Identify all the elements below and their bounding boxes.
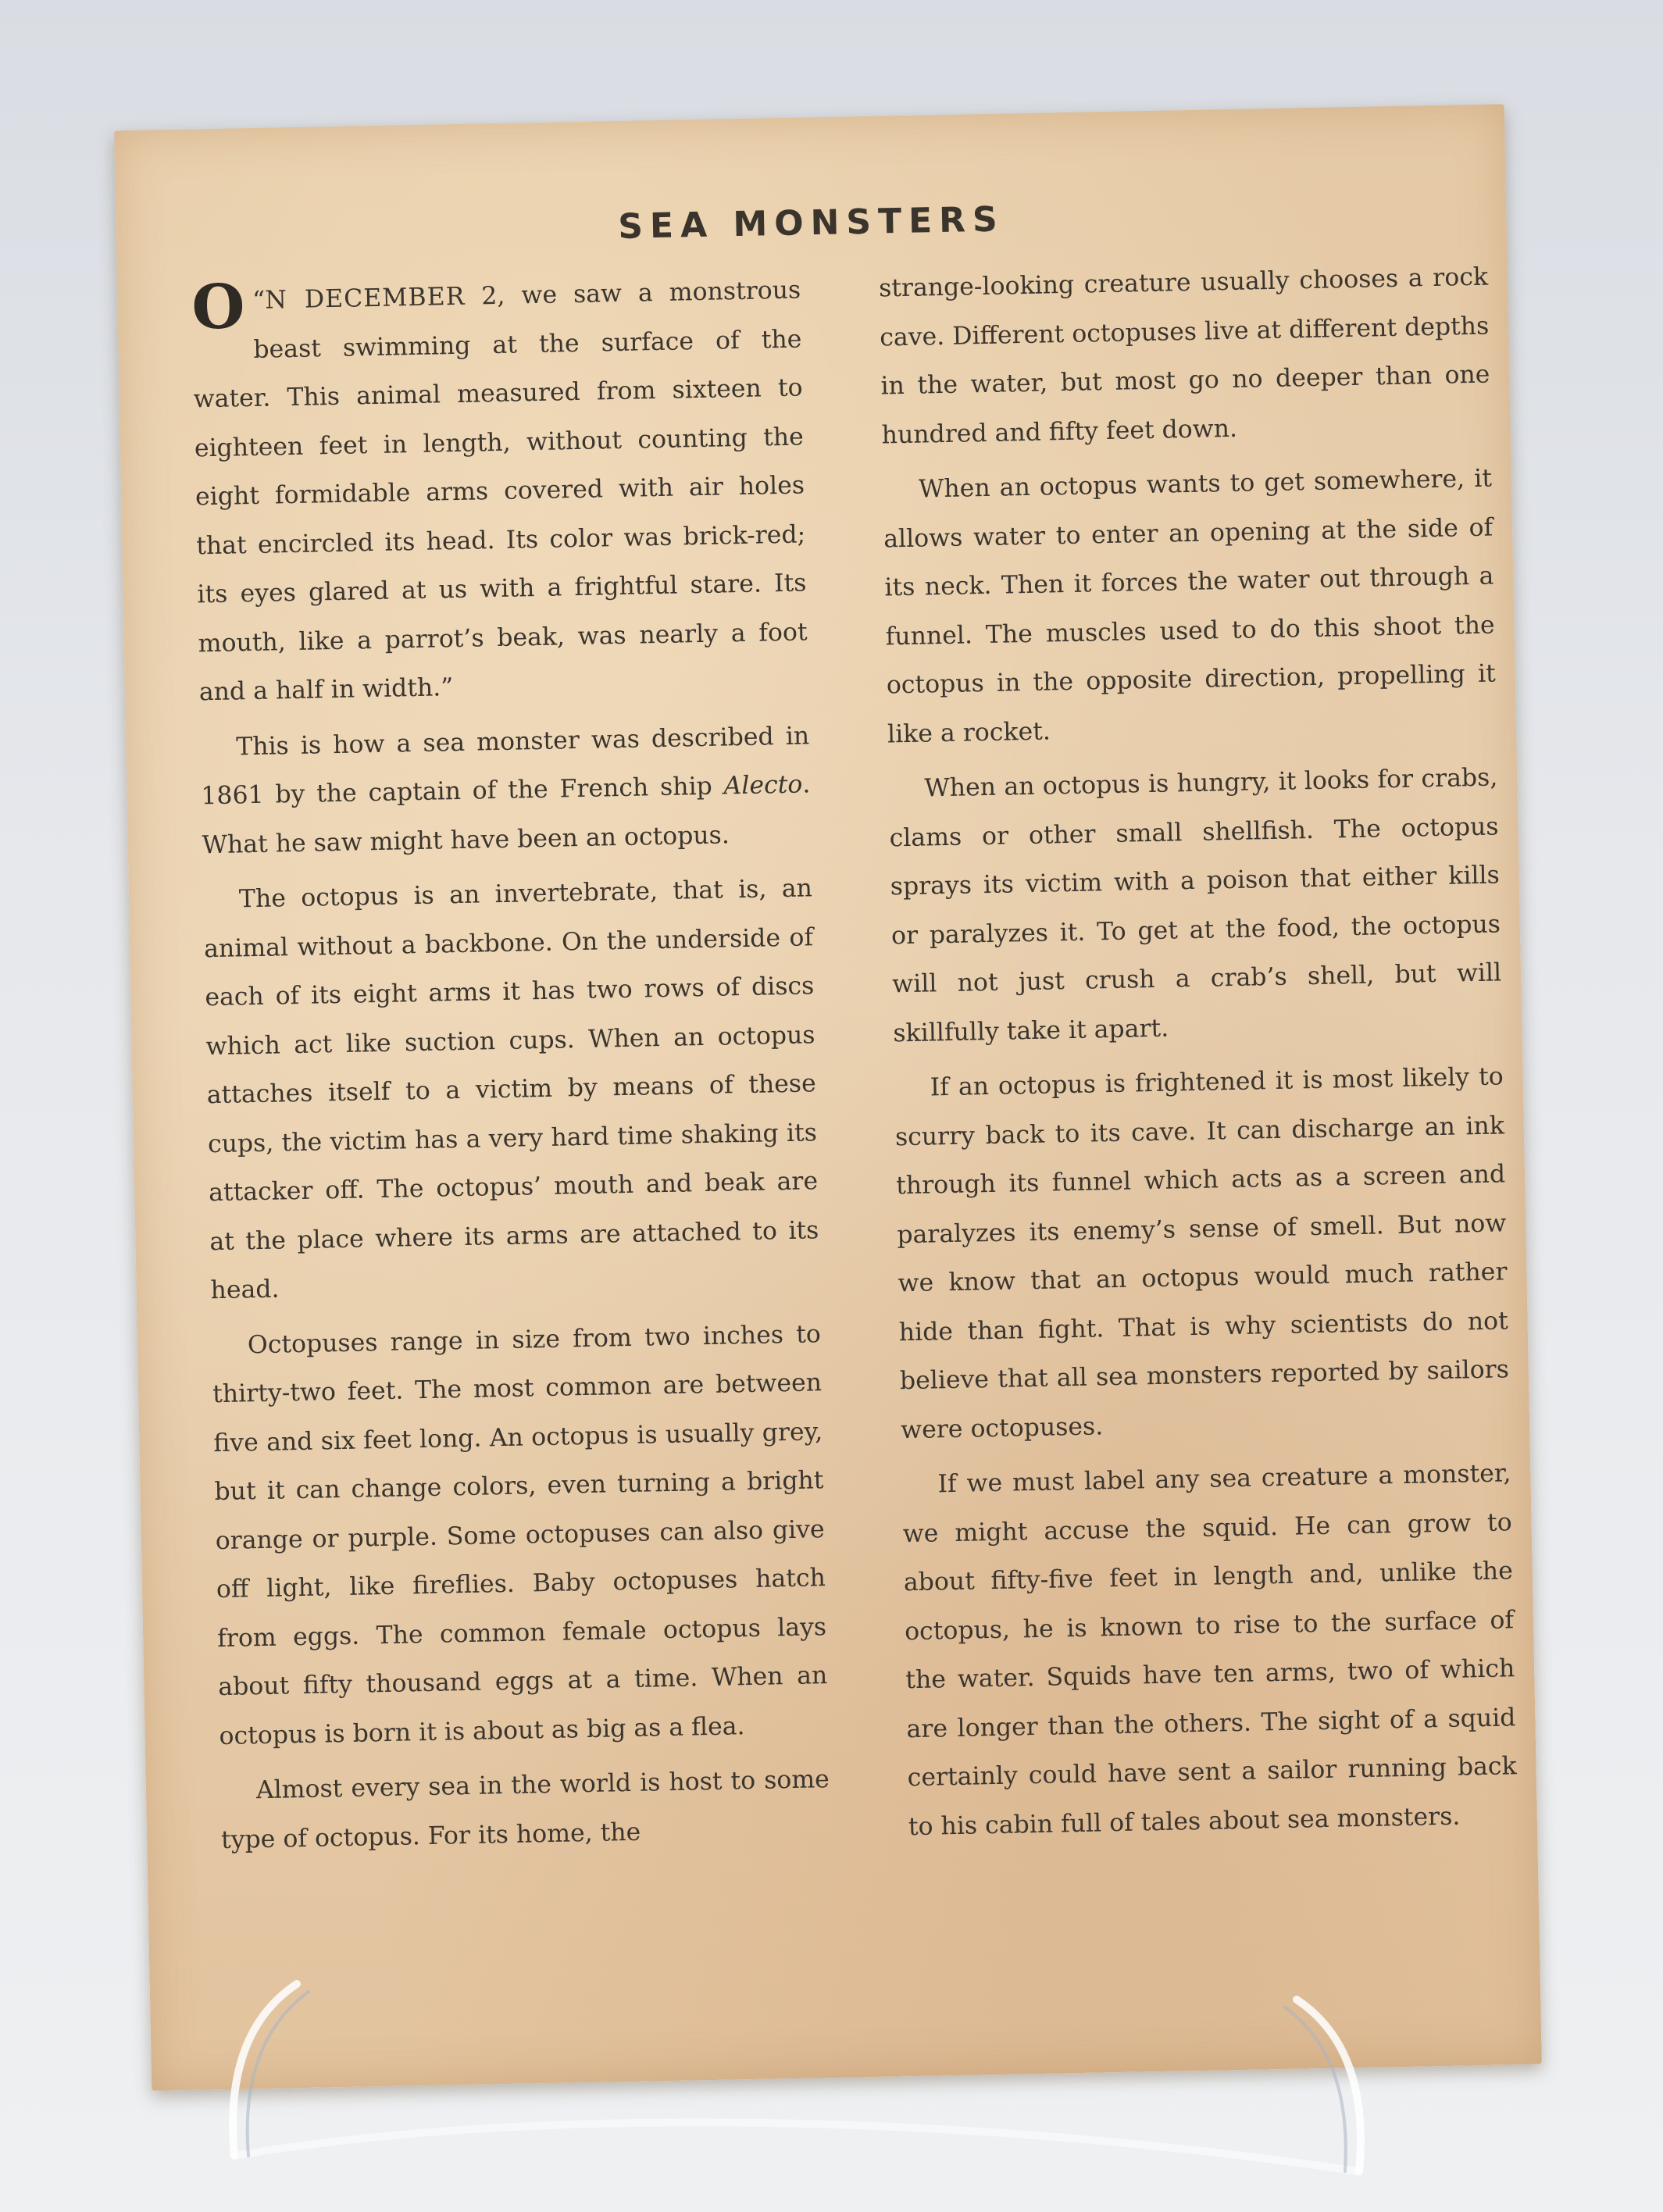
lead-text: 2, we saw a monstrous beast swimming at the surface of the water. This animal measured from sixteen to eighteen feet in length, without counting the eight formidable arms covered with air holes that encircled its head. Its color was brick-red; its eyes glared at us with a frightful stare. Its mouth, like a parrot’s beak, was nearly a foot and a half in width.” [193,276,808,707]
drop-cap: O [191,271,246,344]
page-title: SEA MONSTERS [617,199,1005,247]
lead-in: N DECEMBER [264,282,466,315]
ship-name: Alecto [723,770,803,801]
paragraph-text: This is how a sea monster was described in 1861 by the captain of the French ship [201,721,810,811]
paragraph: If an octopus is frightened it is most likely to scurry back to its cave. It can discharge an ink through its funnel which acts as a screen and paralyzes its enemy’s sense of smell. But now we know that an octopus would much rather hide than fight. That is why scientists do not believe that all sea monsters reported by sailors were octopuses. [894,1062,1510,1444]
open-quote: “ [252,286,266,315]
paragraph: If we must label any sea creature a monster, we might accuse the squid. He can grow to about fifty-five feet in length and, unlike the octopus, he is known to rise to the surface of the water. Squids have ten arms, two of which are longer than the others. The sight of a squid certainly could have sent a sailor running back to his cabin full of tales about sea monsters. [902,1459,1517,1841]
paragraph: When an octopus wants to get somewhere, it allows water to enter an opening at the side of its neck. Then it forces the water out through a funnel. The muscles used to do this shoot the octopus in the opposite direction, propelling it like a rocket. [883,464,1497,748]
paragraph: Almost every sea in the world is host to some type of octopus. For its home, the [220,1765,830,1854]
paragraph-text: . What he saw might have been an octopus. [202,770,811,859]
paragraph: strange-looking creature usually chooses a rock cave. Different octopuses live at different depths in the water, but most go no deeper than one hundred and fifty feet down. [878,262,1490,450]
book-page [114,104,1542,2091]
right-column [879,253,1518,1858]
paragraph: When an octopus is hungry, it looks for crabs, clams or other small shellfish. The octopus sprays its victim with a poison that either kills or paralyzes it. To get at the food, the octopus will not just crush a crab’s shell, but will skillfully take it apart. [889,763,1502,1047]
paragraph: Octopuses range in size from two inches to thirty-two feet. The most common are between five and six feet long. An octopus is usually grey, but it can change colors, even turning a bright orange or purple. Some octopuses can also give off light, like fireflies. Baby octopuses hatch from eggs. The common female octopus lays about fifty thousand eggs at a time. When an octopus is born it is about as big as a flea. [212,1319,828,1750]
left-column [191,266,831,1871]
paragraph [200,712,812,869]
lead-paragraph [191,266,809,716]
paragraph: The octopus is an invertebrate, that is, an animal without a backbone. On the underside of each of its eight arms it has two rows of discs which act like suction cups. When an octopus attaches itself to a victim by means of these cups, the victim has a very hard time shaking its attacker off. The octopus’ mouth and beak are at the place where its arms are attached to its head. [203,874,819,1305]
